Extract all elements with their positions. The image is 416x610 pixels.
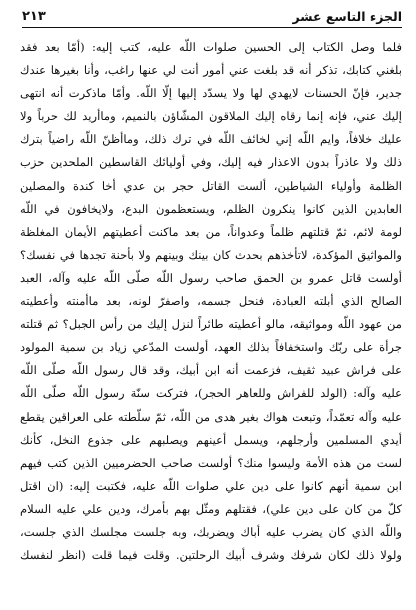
text-line: عليه وآله تعمّداً، وتبعت هواك بغير هدى من اللّه، ثمّ سلّطته على العراقين يقطع: [20, 409, 402, 424]
text-line: فلما وصل الكتاب إلى الحسين صلوات اللّه عليه، كتب إليه: (أمّا بعد فقد: [20, 40, 402, 54]
header-rule: [22, 27, 402, 28]
text-line: الظلمة وأولياء الشياطين، ألست القاتل حجر بن عدي أخا كندة والمصلين: [20, 178, 402, 193]
text-line: عليه وآله: (الولد للفراش وللعاهر الحجر)، فتركت سنّة رسول اللّه صلّى اللّه: [20, 386, 402, 401]
text-line: واللّه الذي كان يضرب عليه أباك ويضربك، وبه جلست مجلسك الذي جلست،: [20, 524, 402, 539]
text-line: ولولا ذلك لكان شرفك وشرف أبيك الرحلتين. وقلت فيما قلت (انظر لنفسك: [20, 548, 402, 563]
text-line: أيدي المسلمين وأرجلهم، ويسمل أعينهم ويصلبهم على جذوع النخل، كأنك: [20, 432, 402, 447]
text-line: أولست قاتل عمرو بن الحمق صاحب رسول اللّه صلّى اللّه عليه وآله، العبد: [20, 270, 402, 285]
text-line: كلّ من كان على دين علي)، فقتلهم ومثّل بهم بأمرك، ودين علي عليه السلام: [20, 501, 402, 516]
text-line: من عهود اللّه ومواثيقه، مالو أعطيته طائراً لنزل إليك من رأس الجبل؟ ثم قتلته: [20, 317, 402, 332]
text-line: لست من هذه الأمة وليسوا منك؟ أولست صاحب الحضرميين الذين كتب فيهم: [20, 455, 402, 470]
body-text: [20, 36, 402, 567]
page-number: ٢١٣: [22, 8, 46, 24]
text-line: الصالح الذي أبلته العبادة، فنحل جسمه، واصفرّ لونه، بعد ماأمنته وأعطيته: [20, 294, 402, 309]
text-line: ابن سمية أنهم كانوا على دين علي صلوات اللّه عليه، فكتبت إليه: (ان اقتل: [20, 478, 402, 493]
text-line: عليك خلافاً، وايم اللّه إني لخائف اللّه في ترك ذلك، وماأظنّ اللّه راضياً بترك: [20, 132, 402, 147]
text-line: جرأة على ربّك واستخفافاً بذلك العهد، أولست المدّعي زياد بن سمية المولود: [20, 340, 402, 355]
text-line: والمواثيق المؤكدة، لاتأخذهم بحدث كان بينك وبينهم ولا بأحنة تجدها في نفسك؟: [20, 247, 402, 262]
text-line: بلغني كتابك، تذكر أنه قد بلغت عني أمور أنت لي عنها راغب، وأنا بغيرها عندك: [20, 63, 402, 78]
text-line: على فراش عبيد ثقيف، فزعمت أنه ابن أبيك، وقد قال رسول اللّه صلّى اللّه: [20, 363, 402, 378]
text-line: ذلك ولا عاذراً بدون الاعذار فيه إليك، وفي أوليائك القاسطين الملحدين حزب: [20, 155, 402, 170]
text-line: جدير، فإنّ الحسنات لايهدي لها ولا يسدّد إليها إلّا اللّه. وأمّا ماذكرت أنه انتهى: [20, 86, 402, 101]
running-header: [22, 6, 402, 26]
text-line: إليك عني، فإنه إنما رقاه إليك الملاقون المشّاؤن بالنميم، وماأريد لك حرباً ولا: [20, 109, 402, 124]
text-line: لومة لائم، ثمّ قتلتهم ظلماً وعدواناً، من بعد ماكنت أعطيتهم الأيمان المغلظة: [20, 224, 402, 239]
text-line: العابدين الذين كانوا ينكرون الظلم، ويستعظمون البدع، ولايخافون في اللّه: [20, 201, 402, 216]
header-title: الجزء التاسع عشر: [292, 8, 402, 24]
